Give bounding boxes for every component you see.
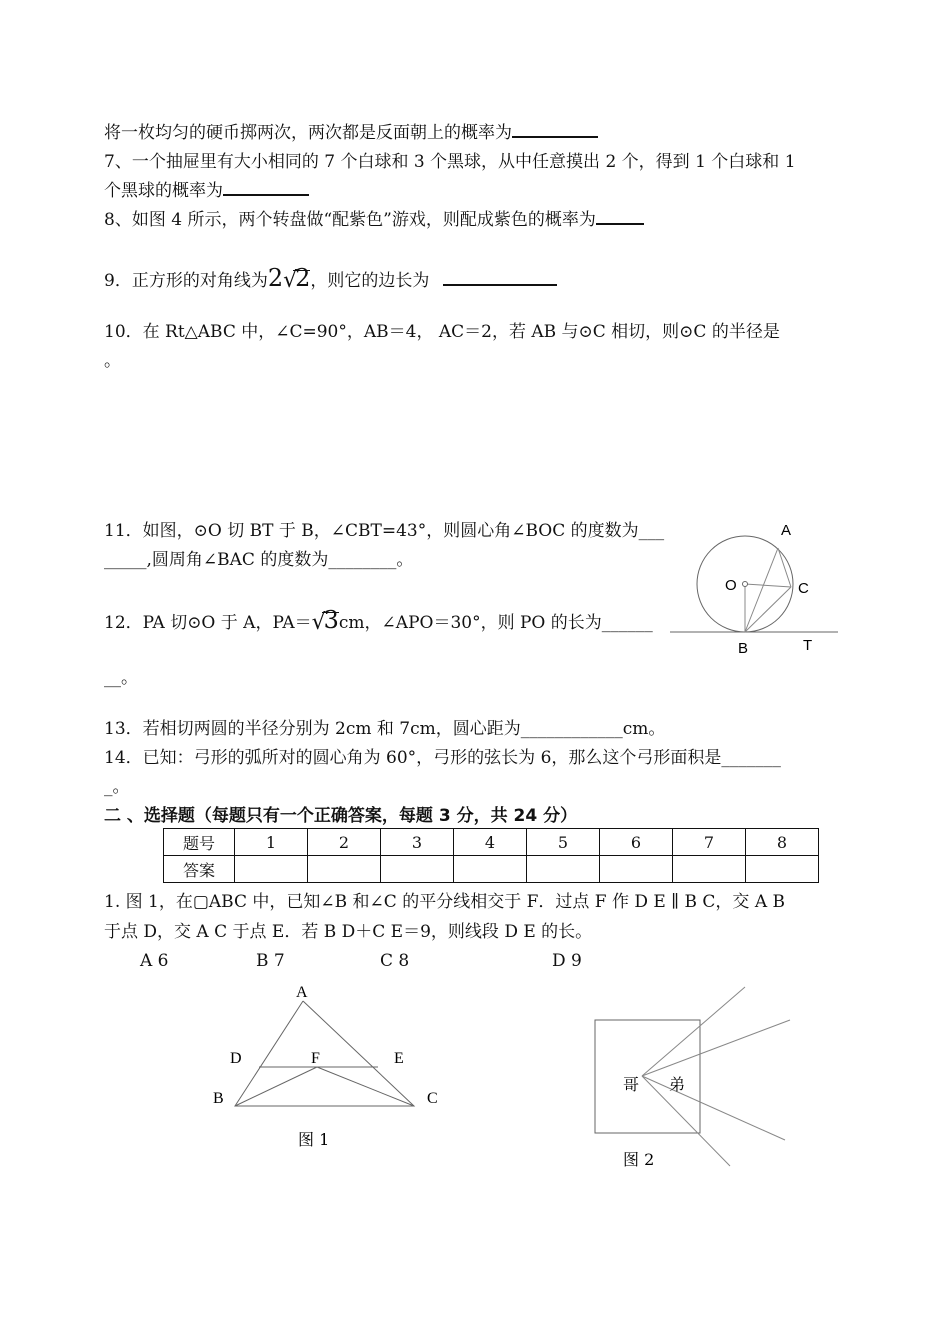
question-12-suffix: cm，∠APO＝30°，则 PO 的长为______ xyxy=(338,613,653,633)
table-row xyxy=(164,856,819,883)
ray-lower-2 xyxy=(642,1076,785,1140)
answer-blank[interactable] xyxy=(512,120,598,138)
question-13: 13．若相切两圆的半径分别为 2cm 和 7cm，圆心距为____________cm。 xyxy=(104,719,666,739)
mc-question-1-line1: 1. 图 1，在▢ABC 中，已知∠B 和∠C 的平分线相交于 F．过点 F 作 D E ∥ B C，交 A B xyxy=(104,892,785,912)
answer-cell[interactable] xyxy=(308,856,381,883)
question-number-cell: 1 xyxy=(235,829,308,856)
question-14-line2: _。 xyxy=(104,777,130,797)
question-10-line2: 。 xyxy=(104,351,121,371)
label-d: D xyxy=(230,1050,242,1067)
table-header-cell: 答案 xyxy=(164,856,235,883)
question-8-text: 8、如图 4 所示，两个转盘做“配紫色”游戏，则配成紫色的概率为 xyxy=(104,210,596,230)
answer-cell[interactable] xyxy=(454,856,527,883)
question-9-prefix: 9．正方形的对角线为 xyxy=(104,271,268,291)
figure-2-caption: 图 2 xyxy=(623,1150,655,1169)
question-11-line1: 11．如图，⊙O 切 BT 于 B，∠CBT=43°，则圆心角∠BOC 的度数为___ xyxy=(104,521,665,541)
label-ge: 哥 xyxy=(623,1075,640,1094)
question-number-cell: 3 xyxy=(381,829,454,856)
label-b: B xyxy=(738,640,749,657)
question-12-prefix: 12．PA 切⊙O 于 A，PA＝ xyxy=(104,613,312,633)
option-d[interactable]: D 9 xyxy=(552,951,582,971)
label-t: T xyxy=(803,637,813,654)
answer-blank[interactable] xyxy=(443,268,557,286)
question-11-line2: _____,圆周角∠BAC 的度数为________。 xyxy=(104,550,414,570)
answer-table xyxy=(163,828,819,883)
question-number-cell: 7 xyxy=(673,829,746,856)
figure-1-triangle xyxy=(200,975,460,1155)
ray-upper-1 xyxy=(642,987,745,1076)
answer-cell[interactable] xyxy=(381,856,454,883)
question-7-line1: 7、一个抽屉里有大小相同的 7 个白球和 3 个黑球，从中任意摸出 2 个，得到 1 个白球和 1 xyxy=(104,152,796,172)
question-12 xyxy=(104,608,653,635)
option-b[interactable]: B 7 xyxy=(256,951,285,971)
question-8 xyxy=(104,207,644,232)
label-c: C xyxy=(798,580,809,597)
label-o: O xyxy=(725,577,737,594)
label-b: B xyxy=(213,1090,224,1107)
question-9 xyxy=(104,266,557,293)
question-7-text: 个黑球的概率为 xyxy=(104,181,223,201)
question-6-text: 将一枚均匀的硬币掷两次，两次都是反面朝上的概率为 xyxy=(104,123,512,143)
label-a: A xyxy=(781,522,792,539)
label-a: A xyxy=(296,984,308,1001)
question-number-cell: 2 xyxy=(308,829,381,856)
segment-ab xyxy=(745,548,778,632)
ray-lower-1 xyxy=(642,1076,730,1166)
section-2-title: 二 、选择题（每题只有一个正确答案，每题 3 分，共 24 分） xyxy=(104,806,578,826)
answer-blank[interactable] xyxy=(223,178,309,196)
question-12-radicand: 3 xyxy=(323,606,339,634)
question-6 xyxy=(104,120,598,145)
option-c[interactable]: C 8 xyxy=(380,951,410,971)
question-14-line1: 14．已知：弓形的弧所对的圆心角为 60°，弓形的弦长为 6，那么这个弓形面积是_______ xyxy=(104,748,781,768)
question-10-line1: 10．在 Rt△ABC 中，∠C=90°，AB＝4， AC＝2，若 AB 与⊙C 相切，则⊙C 的半径是 xyxy=(104,322,780,342)
answer-cell[interactable] xyxy=(235,856,308,883)
mc-question-1-line2: 于点 D，交 A C 于点 E．若 B D＋C E＝9，则线段 D E 的长。 xyxy=(104,922,593,942)
figure-1-caption: 图 1 xyxy=(298,1130,330,1149)
question-number-cell: 6 xyxy=(600,829,673,856)
triangle-abc xyxy=(235,1001,414,1106)
option-a[interactable]: A 6 xyxy=(140,951,169,971)
ray-upper-2 xyxy=(642,1020,790,1076)
sqrt-symbol: √ 3 xyxy=(311,606,339,635)
circle-tangent-figure xyxy=(670,515,850,660)
answer-cell[interactable] xyxy=(673,856,746,883)
question-number-cell: 4 xyxy=(454,829,527,856)
question-number-cell: 8 xyxy=(746,829,819,856)
question-9-radicand: 2 xyxy=(295,264,311,292)
question-12-line2: __。 xyxy=(104,668,138,688)
question-number-cell: 5 xyxy=(527,829,600,856)
answer-blank[interactable] xyxy=(596,207,644,225)
question-9-suffix: ，则它的边长为 xyxy=(310,271,430,291)
center-point xyxy=(743,582,748,587)
segment-cb xyxy=(745,587,791,632)
table-header-cell: 题号 xyxy=(164,829,235,856)
sqrt-symbol: √ 2 xyxy=(283,264,311,293)
answer-cell[interactable] xyxy=(600,856,673,883)
answer-cell[interactable] xyxy=(527,856,600,883)
segment-ac xyxy=(778,548,791,587)
label-di: 弟 xyxy=(669,1075,686,1094)
table-row xyxy=(164,829,819,856)
label-e: E xyxy=(394,1050,404,1067)
answer-cell[interactable] xyxy=(746,856,819,883)
label-c: C xyxy=(427,1090,438,1107)
figure-2-diagram xyxy=(590,980,800,1175)
segment-fc xyxy=(317,1067,414,1106)
question-7-line2 xyxy=(104,178,309,203)
label-f: F xyxy=(311,1050,320,1067)
segment-oc xyxy=(745,584,791,587)
question-9-coef: 2 xyxy=(267,264,284,292)
